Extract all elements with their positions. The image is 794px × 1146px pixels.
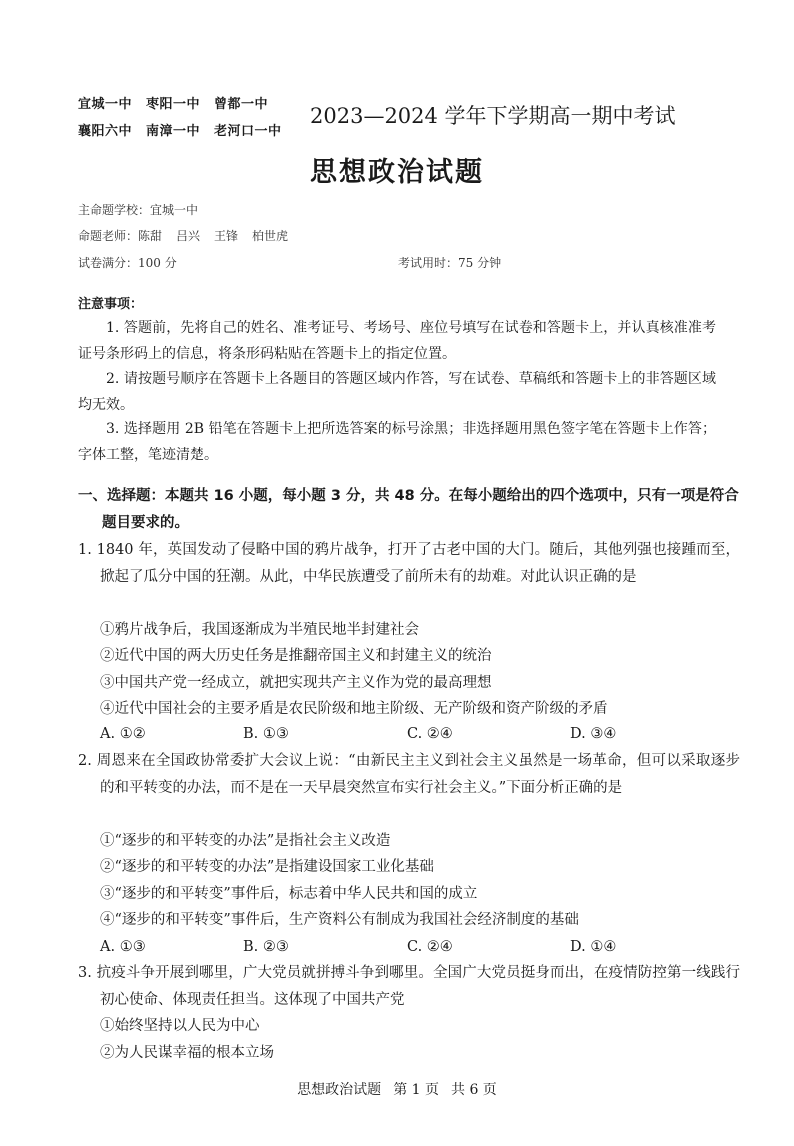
- choice-a[interactable]: A. ①③: [100, 939, 146, 955]
- meta-full-score: 试卷满分：100 分: [78, 256, 177, 270]
- meta-school: 主命题学校：宜城一中: [78, 203, 199, 217]
- section-heading: 一、选择题：本题共 16 小题，每小题 3 分，共 48 分。在每小题给出的四个选项中，只有一项是符合题目要求的。: [78, 488, 739, 531]
- school-name: 老河口一中: [214, 124, 282, 139]
- question-1-stem: 1. 1840 年，英国发动了侵略中国的鸦片战争，打开了古老中国的大门。随后，其他列强也接踵而至，掀起了瓜分中国的狂潮。从此，中华民族遭受了前所未有的劫难。对此认识正确的是: [78, 542, 740, 585]
- school-name: 南漳一中: [146, 124, 201, 139]
- question-3-item-2: ②为人民谋幸福的根本立场: [100, 1045, 274, 1061]
- question-1-item-1: ①鸦片战争后，我国逐渐成为半殖民地半封建社会: [100, 622, 419, 638]
- choice-d[interactable]: D. ③④: [570, 726, 617, 742]
- note-item-1: 1. 答题前，先将自己的姓名、准考证号、考场号、座位号填写在试卷和答题卡上，并认真核准准考证号条形码上的信息，将条形码粘贴在答题卡上的指定位置。: [78, 320, 716, 362]
- teacher-name: 吕兴: [176, 229, 201, 243]
- question-2-item-3: ③“逐步的和平转变”事件后，标志着中华人民共和国的成立: [100, 886, 478, 902]
- page-title: 思想政治试题: [310, 157, 484, 188]
- note-item-3: 3. 选择题用 2B 铅笔在答题卡上把所选答案的标号涂黑；非选择题用黑色签字笔在答题卡上作答；字体工整，笔迹清楚。: [78, 421, 716, 463]
- footer-subject: 思想政治试题: [297, 1082, 382, 1098]
- choice-c[interactable]: C. ②④: [407, 939, 453, 955]
- school-name: 宜城一中: [78, 97, 133, 112]
- teachers-label: 命题老师：陈甜: [78, 229, 163, 243]
- page-footer: [0, 1079, 794, 1099]
- teacher-name: 柏世虎: [252, 229, 289, 243]
- choice-b[interactable]: B. ①③: [243, 726, 289, 742]
- schools-row-2: [78, 120, 296, 139]
- teacher-name: 王锋: [214, 229, 239, 243]
- question-2-item-1: ①“逐步的和平转变的办法”是指社会主义改造: [100, 833, 391, 849]
- schools-row-1: [78, 93, 282, 112]
- choice-c[interactable]: C. ②④: [407, 726, 453, 742]
- question-3-stem: 3. 抗疫斗争开展到哪里，广大党员就拼搏斗争到哪里。全国广大党员挺身而出，在疫情防控第一线践行初心使命、体现责任担当。这体现了中国共产党: [78, 965, 740, 1008]
- meta-time: 考试用时：75 分钟: [398, 256, 502, 270]
- question-1-item-4: ④近代中国社会的主要矛盾是农民阶级和地主阶级、无产阶级和资产阶级的矛盾: [100, 701, 608, 717]
- question-2-item-4: ④“逐步的和平转变”事件后，生产资料公有制成为我国社会经济制度的基础: [100, 912, 579, 928]
- school-name: 襄阳六中: [78, 124, 133, 139]
- choice-b[interactable]: B. ②③: [243, 939, 289, 955]
- question-1-item-3: ③中国共产党一经成立，就把实现共产主义作为党的最高理想: [100, 675, 492, 691]
- school-name: 曾都一中: [214, 97, 269, 112]
- question-2-stem: 2. 周恩来在全国政协常委扩大会议上说：“由新民主主义到社会主义虽然是一场革命，但可以采取逐步的和平转变的办法，而不是在一天早晨突然宣布实行社会主义。”下面分析正确的是: [78, 753, 740, 796]
- notes-heading: 注意事项：: [78, 297, 144, 312]
- school-name: 枣阳一中: [146, 97, 201, 112]
- choice-a[interactable]: A. ①②: [100, 726, 146, 742]
- choice-d[interactable]: D. ①④: [570, 939, 617, 955]
- question-2-item-2: ②“逐步的和平转变的办法”是指建设国家工业化基础: [100, 859, 434, 875]
- question-1-item-2: ②近代中国的两大历史任务是推翻帝国主义和封建主义的统治: [100, 648, 492, 664]
- footer-total: 共 6 页: [451, 1082, 497, 1098]
- question-3-item-1: ①始终坚持以人民为中心: [100, 1018, 260, 1034]
- note-item-2: 2. 请按题号顺序在答题卡上各题目的答题区域内作答，写在试卷、草稿纸和答题卡上的非答题区域均无效。: [78, 371, 716, 413]
- meta-teachers: [78, 227, 302, 244]
- footer-page: 第 1 页: [393, 1082, 439, 1098]
- exam-title: 2023—2024 学年下学期高一期中考试: [310, 104, 676, 128]
